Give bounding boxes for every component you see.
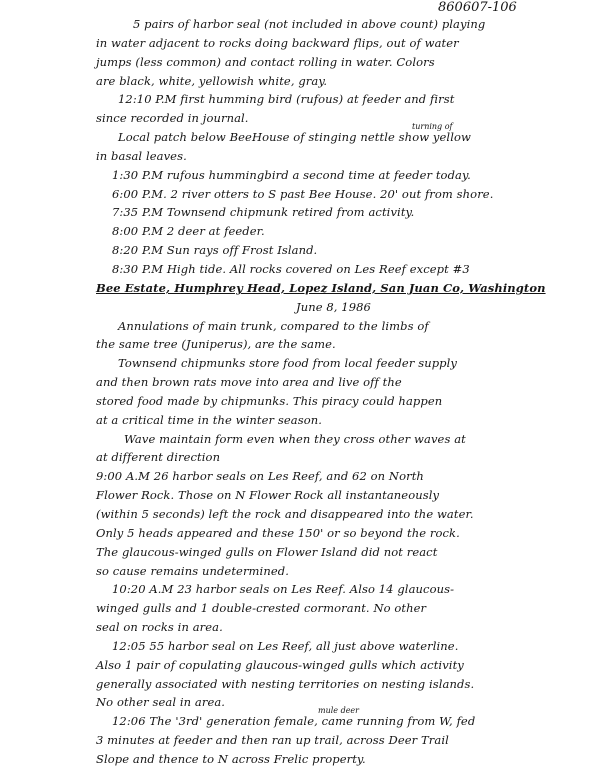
journal-line: 7:35 P.M Townsend chipmunk retired from activity.: [112, 205, 415, 219]
journal-line: 12:06 The '3rd' generation female, came running from W, fed: [112, 714, 476, 728]
journal-line: at different direction: [96, 450, 221, 464]
journal-line: Slope and thence to N across Frelic property.: [96, 752, 366, 766]
journal-line: The glaucous-winged gulls on Flower Island did not react: [96, 545, 438, 559]
journal-line: Annulations of main trunk, compared to the limbs of: [118, 319, 429, 333]
journal-line: 12:05 55 harbor seal on Les Reef, all just above waterline.: [112, 639, 459, 653]
insertion-turning-of: turning of: [412, 122, 453, 131]
journal-line: winged gulls and 1 double-crested cormorant. No other: [96, 601, 427, 615]
journal-line: seal on rocks in area.: [96, 620, 223, 634]
journal-line: Flower Rock. Those on N Flower Rock all instantaneously: [96, 488, 440, 502]
journal-line: 8:20 P.M Sun rays off Frost Island.: [112, 243, 318, 257]
journal-line: 1:30 P.M rufous hummingbird a second time at feeder today.: [112, 168, 471, 182]
journal-line: 8:30 P.M High tide. All rocks covered on Les Reef except #3: [112, 262, 470, 276]
journal-line: No other seal in area.: [96, 695, 226, 709]
journal-line: in basal leaves.: [96, 149, 187, 163]
journal-line: Wave maintain form even when they cross other waves at: [124, 432, 466, 446]
insertion-mule-deer: mule deer: [318, 706, 359, 715]
journal-line: 10:20 A.M 23 harbor seals on Les Reef. Also 14 glaucous-: [112, 582, 455, 596]
entry-date: June 8, 1986: [296, 300, 371, 314]
journal-line: 5 pairs of harbor seal (not included in above count) playing: [133, 17, 486, 31]
journal-line: 9:00 A.M 26 harbor seals on Les Reef, and 62 on North: [96, 469, 424, 483]
journal-line: stored food made by chipmunks. This piracy could happen: [96, 394, 443, 408]
journal-line: at a critical time in the winter season.: [96, 413, 323, 427]
location-heading: Bee Estate, Humphrey Head, Lopez Island, San Juan Co, Washington: [96, 281, 546, 295]
journal-line: Local patch below BeeHouse of stinging nettle show yellow: [118, 130, 471, 144]
journal-line: 3 minutes at feeder and then ran up trail, across Deer Trail: [96, 733, 449, 747]
journal-line: generally associated with nesting territories on nesting islands.: [96, 677, 475, 691]
journal-line: the same tree (Juniperus), are the same.: [96, 337, 336, 351]
journal-line: so cause remains undetermined.: [96, 564, 289, 578]
journal-line: since recorded in journal.: [96, 111, 249, 125]
journal-line: 12:10 P.M first humming bird (rufous) at feeder and first: [118, 92, 455, 106]
journal-line: (within 5 seconds) left the rock and disappeared into the water.: [96, 507, 474, 521]
journal-line: in water adjacent to rocks doing backward flips, out of water: [96, 36, 459, 50]
journal-line: 8:00 P.M 2 deer at feeder.: [112, 224, 265, 238]
journal-line: jumps (less common) and contact rolling in water. Colors: [96, 55, 435, 69]
journal-line: Townsend chipmunks store food from local feeder supply: [118, 356, 458, 370]
journal-line: Also 1 pair of copulating glaucous-winged gulls which activity: [96, 658, 464, 672]
document-id: 860607-106: [438, 0, 517, 15]
journal-line: Only 5 heads appeared and these 150' or so beyond the rock.: [96, 526, 460, 540]
journal-line: are black, white, yellowish white, gray.: [96, 74, 328, 88]
journal-line: and then brown rats move into area and live off the: [96, 375, 402, 389]
journal-line: 6:00 P.M. 2 river otters to S past Bee House. 20' out from shore.: [112, 187, 494, 201]
